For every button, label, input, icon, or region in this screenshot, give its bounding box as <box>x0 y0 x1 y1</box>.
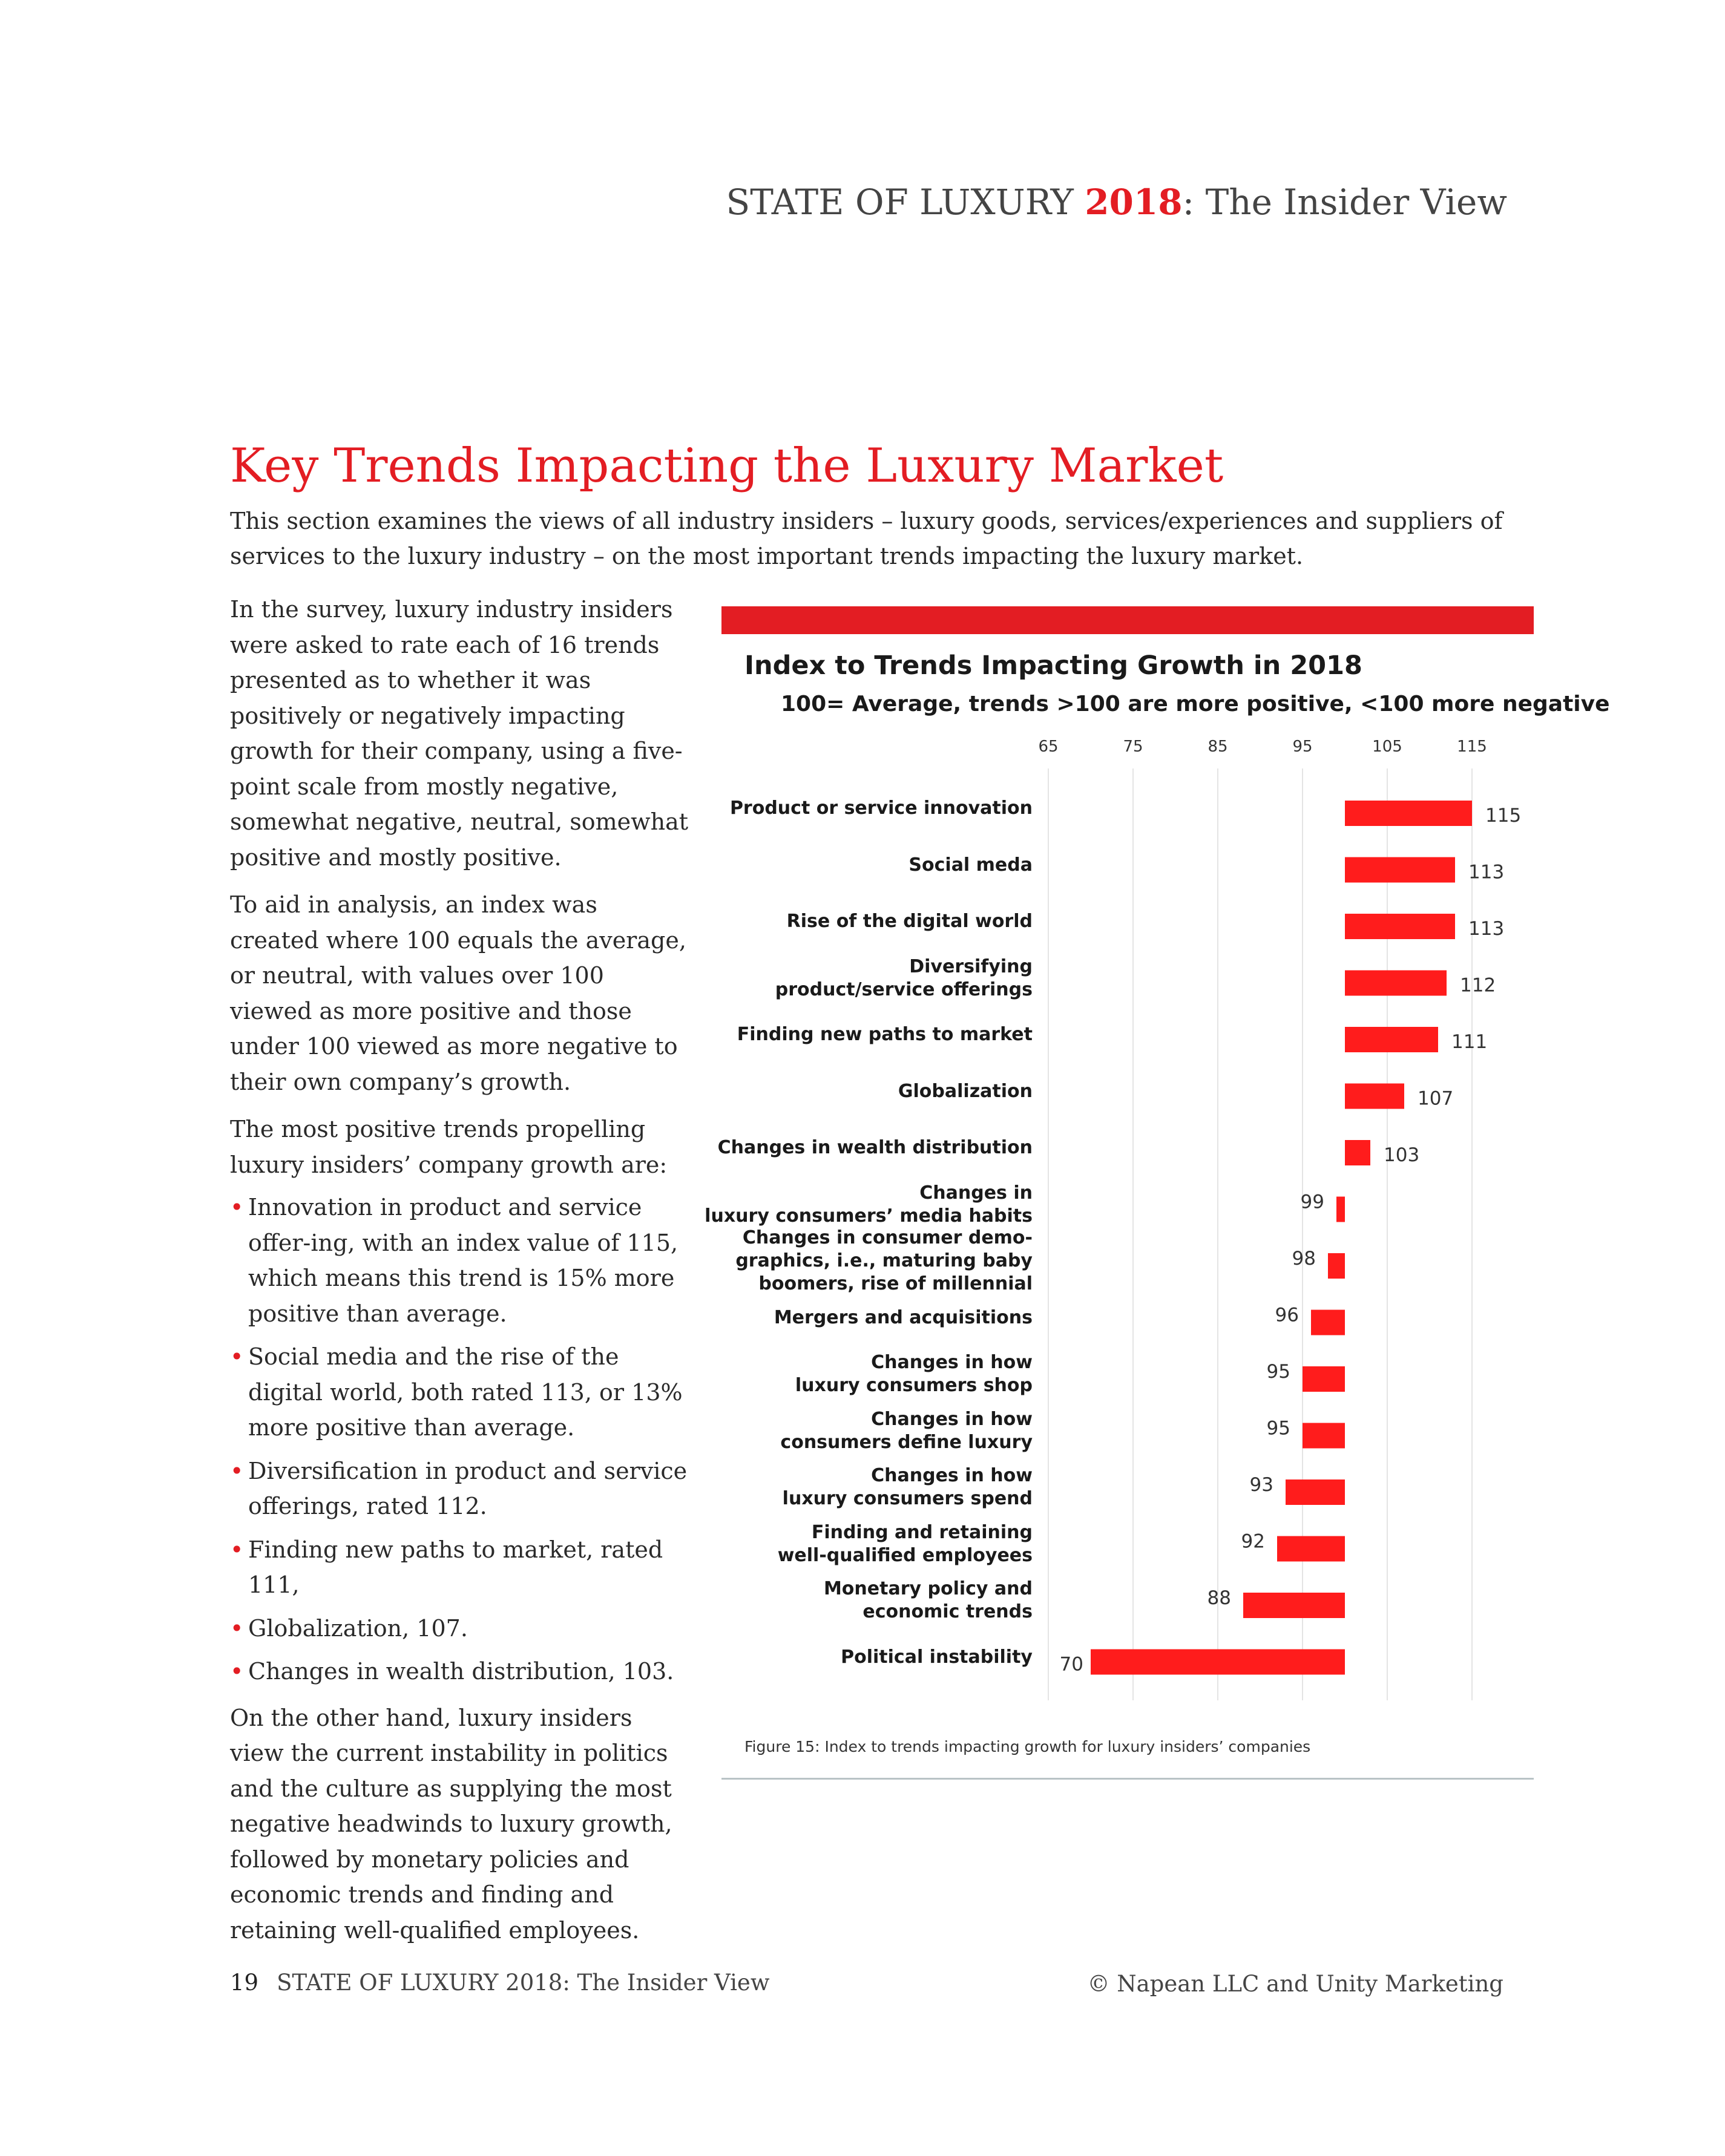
list-item: • Social media and the rise of the digital world, both rated 113, or 13% more positive than average. <box>230 1339 690 1446</box>
value-label: 115 <box>1485 805 1522 827</box>
x-tick-label: 75 <box>1123 738 1143 756</box>
bar <box>1277 1536 1345 1562</box>
bar <box>1345 801 1472 826</box>
header-year: 2018 <box>1085 182 1183 223</box>
value-label: 92 <box>1241 1530 1265 1553</box>
value-label: 96 <box>1275 1304 1299 1326</box>
value-label: 99 <box>1300 1191 1324 1213</box>
bullet-icon: • <box>230 1614 244 1642</box>
category-label-box <box>721 1521 1033 1567</box>
list-item: • Innovation in product and service offer-ing, with an index value of 115, which means this trend is 15% more positive than average. <box>230 1190 690 1331</box>
chart-subtitle: 100= Average, trends >100 are more positive, <100 more negative <box>781 692 1610 716</box>
list-item: • Changes in wealth distribution, 103. <box>230 1654 690 1689</box>
positive-trends-list <box>230 1190 690 1689</box>
header-prefix: STATE OF LUXURY <box>726 182 1085 223</box>
bar <box>1328 1253 1345 1279</box>
footer-left <box>230 1970 770 1996</box>
bullet-icon: • <box>230 1194 244 1221</box>
bar <box>1311 1310 1345 1335</box>
category-label: Finding new paths to market <box>737 1024 1033 1045</box>
category-label-box <box>721 1464 1033 1510</box>
category-label-box <box>721 955 1033 1001</box>
body-paragraph-3: The most positive trends propelling luxury insiders’ company growth are: <box>230 1116 668 1178</box>
footer-publication: STATE OF LUXURY 2018: The Insider View <box>277 1970 770 1996</box>
bar <box>1345 1084 1404 1109</box>
category-label: Diversifying product/service offerings <box>775 955 1033 1000</box>
value-label: 103 <box>1384 1144 1420 1166</box>
value-label: 111 <box>1451 1031 1488 1053</box>
category-label-box <box>721 1646 1033 1669</box>
value-label: 95 <box>1266 1361 1290 1383</box>
trends-bar-chart <box>705 726 1534 1725</box>
section-intro: This section examines the views of all industry insiders – luxury goods, services/experiences and suppliers of services to the luxury industry – on the most important trends impacting the luxury market. <box>230 508 1503 569</box>
bar <box>1345 857 1455 883</box>
body-paragraph-1: In the survey, luxury industry insiders were asked to rate each of 16 trends presented as to whether it was positively or negatively impacting growth for their company, using a five-point scale from mostly negative, somewhat negative, neutral, somewhat positive and mostly positive. <box>230 596 689 871</box>
category-label-box <box>717 1136 1033 1159</box>
x-tick-label: 65 <box>1038 738 1059 756</box>
category-label: Monetary policy and economic trends <box>823 1578 1033 1622</box>
category-label-box <box>721 1023 1033 1046</box>
category-label: Changes in luxury consumers’ media habits <box>705 1182 1033 1227</box>
category-label-box <box>721 1408 1033 1454</box>
page-number: 19 <box>230 1970 259 1996</box>
category-label-box <box>721 910 1033 933</box>
x-tick-label: 115 <box>1457 738 1487 756</box>
running-header <box>726 182 1507 223</box>
category-label: Political instability <box>841 1646 1033 1668</box>
x-tick-label: 105 <box>1372 738 1402 756</box>
value-label: 70 <box>1059 1653 1083 1676</box>
bar <box>1345 1140 1370 1165</box>
section-title: Key Trends Impacting the Luxury Market <box>230 439 1224 493</box>
bar <box>1303 1423 1345 1449</box>
category-label-box <box>721 854 1033 877</box>
value-label: 112 <box>1460 974 1496 997</box>
category-label-box <box>721 1578 1033 1624</box>
x-tick-label: 95 <box>1292 738 1313 756</box>
value-label: 98 <box>1292 1248 1316 1270</box>
value-label: 95 <box>1266 1417 1290 1440</box>
bar <box>1345 914 1455 939</box>
list-item: • Diversification in product and service offerings, rated 112. <box>230 1453 690 1524</box>
bar <box>1345 971 1447 996</box>
figure-accent-bar <box>721 606 1534 634</box>
category-label: Product or service innovation <box>729 798 1033 819</box>
category-label-box <box>721 1227 1033 1296</box>
category-label: Changes in how luxury consumers shop <box>795 1352 1033 1396</box>
body-paragraph-4: On the other hand, luxury insiders view the current instability in politics and the culture as supplying the most negative headwinds to luxury growth, followed by monetary policies and economic trends and finding and retaining well-qualified employees. <box>230 1704 672 1944</box>
caption-divider <box>721 1778 1534 1780</box>
x-tick-label: 85 <box>1208 738 1228 756</box>
value-label: 88 <box>1207 1587 1231 1609</box>
figure-caption: Figure 15: Index to trends impacting growth for luxury insiders’ companies <box>744 1738 1311 1755</box>
value-label: 93 <box>1249 1474 1273 1496</box>
bar <box>1345 1027 1438 1052</box>
list-item: • Finding new paths to market, rated 111, <box>230 1532 690 1603</box>
header-suffix: : The Insider View <box>1182 182 1507 223</box>
bullet-icon: • <box>230 1536 244 1563</box>
category-label-box <box>721 1080 1033 1103</box>
category-label: Rise of the digital world <box>786 911 1033 932</box>
bullet-icon: • <box>230 1658 244 1685</box>
category-label-box <box>705 1182 1033 1228</box>
category-label: Changes in how luxury consumers spend <box>782 1465 1033 1509</box>
category-label: Globalization <box>898 1080 1033 1102</box>
category-label: Changes in consumer demo- graphics, i.e., maturing baby boomers, rise of millennial <box>735 1227 1033 1294</box>
chart-title: Index to Trends Impacting Growth in 2018 <box>744 650 1362 681</box>
bar <box>1243 1593 1345 1618</box>
category-label-box <box>721 1351 1033 1397</box>
value-label: 113 <box>1468 861 1505 883</box>
bar <box>1303 1366 1345 1392</box>
category-label: Changes in how consumers define luxury <box>780 1408 1033 1453</box>
bullet-icon: • <box>230 1343 244 1370</box>
bar <box>1336 1197 1345 1222</box>
bullet-icon: • <box>230 1457 244 1484</box>
value-label: 113 <box>1468 918 1505 940</box>
category-label: Mergers and acquisitions <box>774 1306 1033 1328</box>
bar <box>1091 1650 1345 1675</box>
list-item: • Globalization, 107. <box>230 1611 690 1646</box>
category-label: Changes in wealth distribution <box>717 1137 1033 1158</box>
category-label-box <box>721 1306 1033 1329</box>
category-label-box <box>721 797 1033 820</box>
body-text-column <box>230 592 690 1960</box>
value-label: 107 <box>1418 1087 1454 1110</box>
body-paragraph-2: To aid in analysis, an index was created where 100 equals the average, or neutral, with values over 100 viewed as more positive and those under 100 viewed as more negative to their own company’s growth. <box>230 891 686 1095</box>
bar <box>1286 1479 1345 1505</box>
category-label: Social meda <box>908 854 1033 876</box>
category-label: Finding and retaining well-qualified employees <box>777 1521 1033 1566</box>
footer-copyright: © Napean LLC and Unity Marketing <box>1087 1971 1503 1997</box>
